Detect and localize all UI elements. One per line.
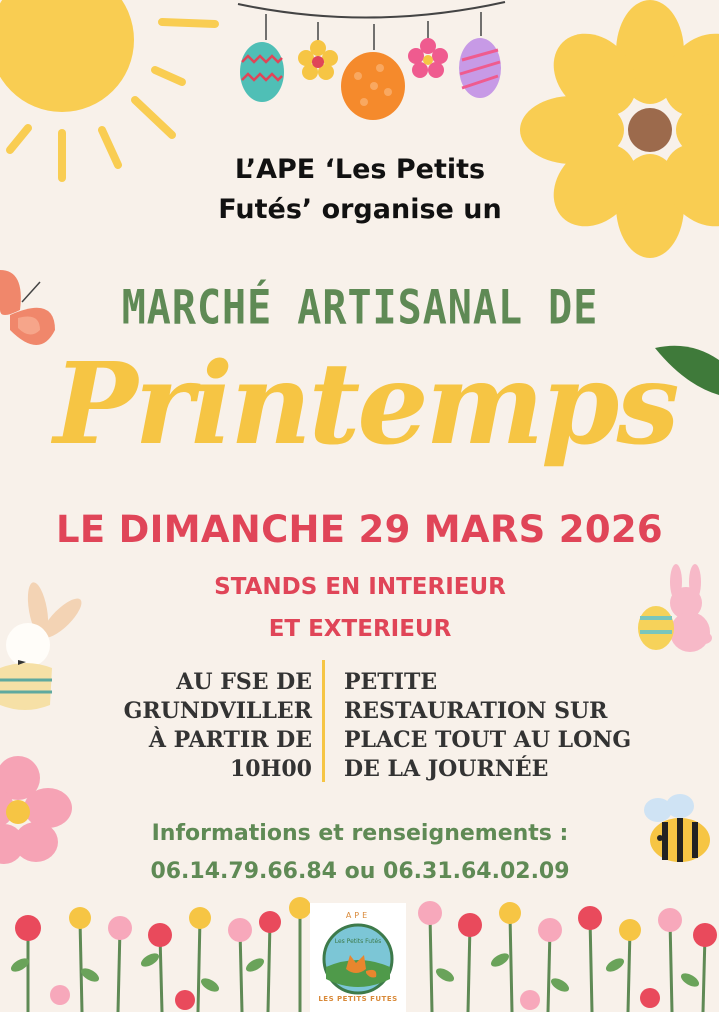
location-line-4: 10H00 xyxy=(229,756,312,782)
event-date: LE DIMANCHE 29 MARS 2026 xyxy=(56,508,663,551)
bunny-with-egg-icon xyxy=(638,564,712,652)
stands-info xyxy=(140,566,580,650)
event-highlight: Printemps xyxy=(53,339,677,470)
easter-egg-garland-icon xyxy=(238,2,505,120)
phone-numbers: 06.14.79.66.84 ou 06.31.64.02.09 xyxy=(150,859,570,884)
event-title: MARCHÉ ARTISANAL DE xyxy=(121,280,599,336)
logo-top-text: APE xyxy=(345,911,371,920)
location-info xyxy=(60,668,312,784)
ape-logo xyxy=(310,903,406,1012)
bee-icon xyxy=(644,794,710,862)
food-line-4: DE LA JOURNÉE xyxy=(344,756,549,782)
stands-line-2: ET EXTERIEUR xyxy=(268,616,452,642)
food-line-3: PLACE TOUT AU LONG xyxy=(344,727,632,753)
column-divider xyxy=(322,660,325,782)
location-line-2: GRUNDVILLER xyxy=(123,698,312,724)
location-line-1: AU FSE DE xyxy=(176,669,312,695)
contact-info xyxy=(100,815,620,891)
info-label: Informations et renseignements : xyxy=(151,821,569,846)
intro-line-1: L’APE ‘Les Petits xyxy=(234,154,486,185)
organizer-intro xyxy=(130,150,590,230)
food-info xyxy=(344,668,684,784)
food-line-2: RESTAURATION SUR xyxy=(344,698,608,724)
stands-line-1: STANDS EN INTERIEUR xyxy=(214,574,506,600)
intro-line-2: Futés’ organise un xyxy=(218,194,502,225)
svg-text:Les Petits Futés: Les Petits Futés xyxy=(334,938,382,945)
logo-bottom-text: LES PETITS FUTES xyxy=(318,995,398,1003)
location-line-3: À PARTIR DE xyxy=(148,727,312,753)
food-line-1: PETITE xyxy=(344,669,438,695)
